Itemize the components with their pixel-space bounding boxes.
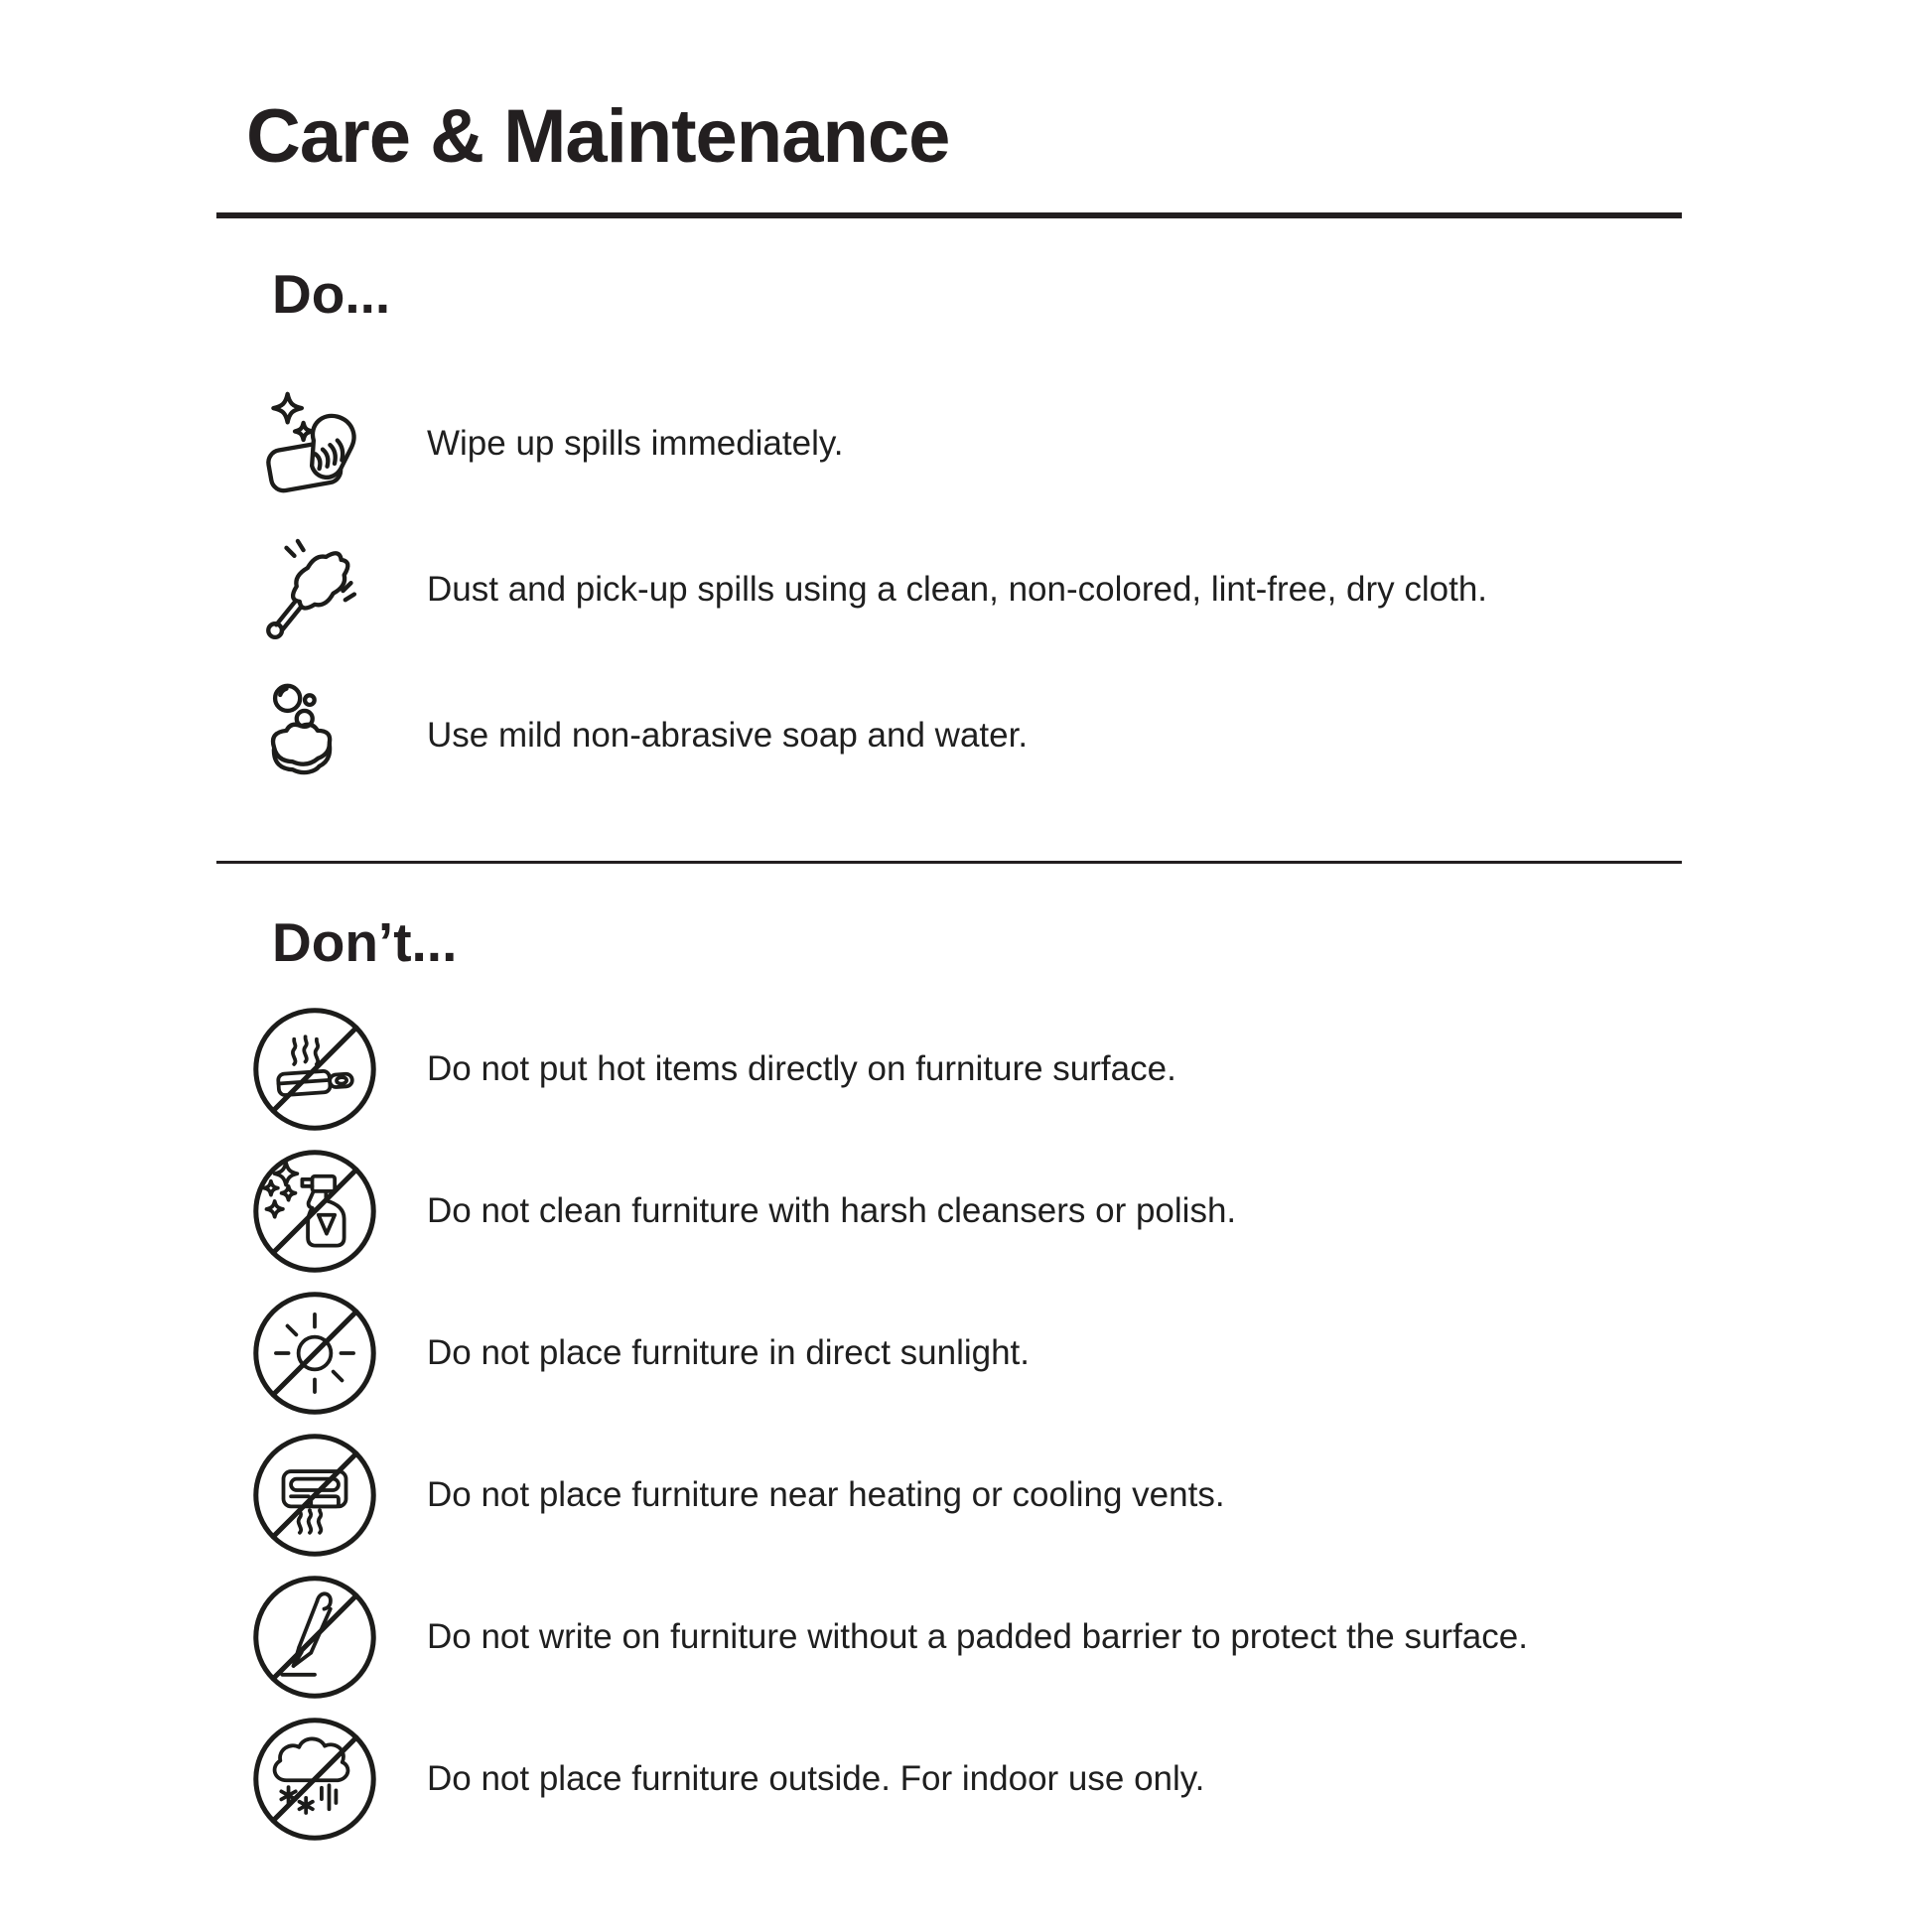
soap-water-icon (250, 673, 379, 798)
middle-divider (216, 861, 1682, 864)
list-item (0, 1575, 1932, 1700)
list-item (0, 673, 1932, 798)
list-item (0, 1433, 1932, 1558)
wipe-spills-icon (250, 381, 379, 506)
item-text: Wipe up spills immediately. (427, 424, 844, 463)
do-heading: Do... (272, 263, 391, 325)
item-text: Do not write on furniture without a padded barrier to protect the surface. (427, 1617, 1528, 1656)
item-text: Use mild non-abrasive soap and water. (427, 716, 1029, 755)
no-hot-items-icon (250, 1007, 379, 1132)
list-item (0, 1717, 1932, 1842)
do-list (0, 381, 1932, 798)
no-harsh-cleansers-icon (250, 1149, 379, 1274)
dont-heading: Don’t... (272, 911, 458, 973)
item-text: Do not place furniture near heating or cooling vents. (427, 1475, 1225, 1514)
do-section (0, 263, 1932, 798)
list-item (0, 1149, 1932, 1274)
list-item (0, 1007, 1932, 1132)
item-text: Do not put hot items directly on furniture surface. (427, 1049, 1176, 1088)
item-text: Do not place furniture outside. For indoor use only. (427, 1759, 1205, 1798)
list-item (0, 527, 1932, 652)
no-direct-sunlight-icon (250, 1291, 379, 1416)
no-writing-icon (250, 1575, 379, 1700)
list-item (0, 381, 1932, 506)
dont-list (0, 1007, 1932, 1842)
dont-section (0, 911, 1932, 1842)
item-text: Do not place furniture in direct sunlight. (427, 1333, 1030, 1372)
duster-icon (250, 527, 379, 652)
no-heating-vents-icon (250, 1433, 379, 1558)
top-divider (216, 212, 1682, 218)
page-title: Care & Maintenance (246, 94, 950, 179)
list-item (0, 1291, 1932, 1416)
item-text: Dust and pick-up spills using a clean, non-colored, lint-free, dry cloth. (427, 570, 1488, 609)
no-outdoor-use-icon (250, 1717, 379, 1842)
item-text: Do not clean furniture with harsh cleansers or polish. (427, 1191, 1237, 1230)
